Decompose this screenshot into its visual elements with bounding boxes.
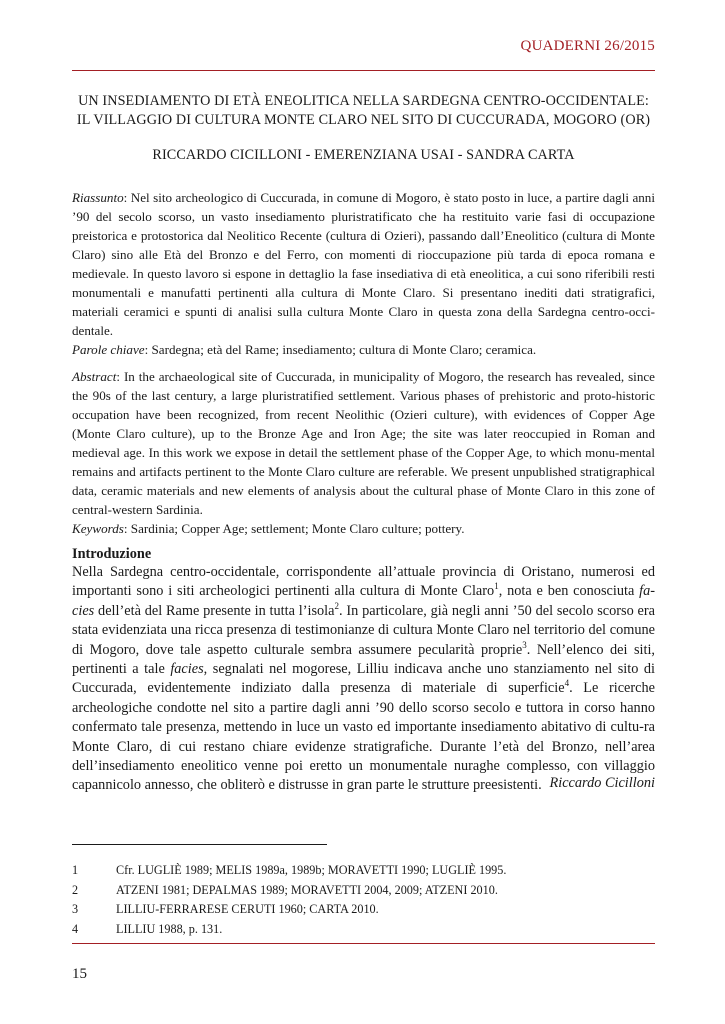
article-title xyxy=(72,92,655,130)
footnote-item xyxy=(72,920,655,940)
intro-text-5: . Nell’elenco dei siti, pertinenti a tale xyxy=(72,641,655,678)
footnote-item xyxy=(72,900,655,920)
footnote-number: 4 xyxy=(72,921,79,936)
riassunto-block xyxy=(72,188,655,359)
footnote-ref-1[interactable]: 1 xyxy=(494,581,499,592)
header-divider xyxy=(72,70,655,71)
footnote-ref-3[interactable]: 3 xyxy=(522,639,527,650)
intro-text-7: . Le ricerche archeologiche condotte nel sito a partire dagli anni ’90 dello scorso secolo e tuttora in corso hanno confermato tale presenza, mettendo in luce un vasto ed importante insediamento abitativo di cultu-ra Monte Claro, di cui restano chiare evidenze stratigrafiche. Durante l’età del Bronzo, nell’area dell’insediamento eneolitico venne poi eretto un monumentale nuraghe complesso, con villaggio capannicolo annesso, che obliterò e distrusse in gran parte le strutture preesistenti. xyxy=(72,680,655,794)
abstract-paragraph xyxy=(72,367,655,519)
footnotes xyxy=(72,861,655,939)
riassunto-paragraph xyxy=(72,188,655,340)
abstract-block xyxy=(72,367,655,538)
journal-header: QUADERNI 26/2015 xyxy=(520,38,655,54)
parole-chiave-paragraph xyxy=(72,340,655,359)
footnote-ref-4[interactable]: 4 xyxy=(564,678,570,689)
footnote-number: 1 xyxy=(72,863,79,878)
title-line-2: IL VILLAGGIO DI CULTURA MONTE CLARO NEL SITO DI CUCCURADA, MOGORO (OR) xyxy=(76,112,651,128)
footnote-item xyxy=(72,861,655,881)
section-signature: Riccardo Cicilloni xyxy=(549,775,655,791)
keywords-label: Keywords xyxy=(72,521,124,536)
intro-text-6: , segnalati nel mogorese, Lilliu indicava anche uno stanziamento nel sito di Cuccurada, evidentemente indiziato dalla presenza di materiale di superficie xyxy=(72,661,655,697)
keywords-text: : Sardinia; Copper Age; settlement; Monte Claro culture; pottery. xyxy=(123,521,465,536)
keywords-paragraph xyxy=(72,519,655,538)
footnote-number: 2 xyxy=(72,882,79,897)
intro-italic-facies-2: facies xyxy=(170,661,204,678)
footnote-text: LILLIU 1988, p. 131. xyxy=(116,921,223,936)
footnote-text: LILLIU-FERRARESE CERUTI 1960; CARTA 2010. xyxy=(116,902,379,917)
riassunto-label: Riassunto xyxy=(72,190,124,205)
footnote-divider xyxy=(72,844,327,845)
article-authors: RICCARDO CICILLONI - EMERENZIANA USAI - SANDRA CARTA xyxy=(152,147,575,163)
intro-body xyxy=(72,563,655,796)
intro-italic-facies-1: fa-cies xyxy=(72,583,656,619)
parole-chiave-label: Parole chiave xyxy=(72,342,145,357)
intro-text-2: , nota e ben conosciuta xyxy=(498,583,640,600)
parole-chiave-text: : Sardegna; età del Rame; insediamento; cultura di Monte Claro; ceramica. xyxy=(144,342,537,357)
riassunto-text: : Nel sito archeologico di Cuccurada, in comune di Mogoro, è stato posto in luce, a partire dagli anni ’90 del secolo scorso, un vasto insediamento pluristratificato che ha restituito varie fasi di occupazione preistorica e protostorica dal Neolitico Recente (cultura di Ozieri), passando dall’Eneolitico (cultura di Monte Claro) sino alle Età del Bronzo e del Ferro, con momenti di rioccupazione più tarda di epoca romana e medievale. In questo lavoro si espone in dettaglio la fase insediativa di età eneolitica, a cui sono riferibili resti monumentali e manufatti pertinenti alla cultura di Monte Claro. Si presentano inediti dati stratigrafici, materiali ceramici e spunti di analisi sulla cultura Monte Claro in questa zona della Sardegna centro-occi-dentale. xyxy=(72,190,655,338)
section-heading: Introduzione xyxy=(72,546,152,562)
footer-divider xyxy=(72,943,655,944)
intro-text-1: Nella Sardegna centro-occidentale, corrispondente all’attuale provincia di Oristano, numerosi ed importanti sono i siti archeologici pertinenti alla cultura di Monte Claro xyxy=(72,564,655,600)
intro-paragraph xyxy=(72,563,655,796)
intro-text-4: . In particolare, già negli anni ’50 del secolo scorso era stata evidenziata una ricca presenza di testimonianze di cultura Monte Claro nel territorio del comune di Mogoro, dove tale aspetto culturale sembra assumere pecularità proprie xyxy=(72,602,655,658)
abstract-text: : In the archaeological site of Cuccurada, in municipality of Mogoro, the research has revealed, since the 90s of the last century, a large pluristratified settlement. Various phases of prehistoric and proto-historic occupation have been recognized, from recent Neolithic (Ozieri culture), with evidences of Copper Age (Monte Claro culture), up to the Bronze Age and Iron Age; the site was later reoccupied in Roman and medieval age. In this work we expose in detail the settlement phase of the Copper Age, to which monu-mental remains and artifacts pertinent to the Monte Claro culture are referable. We present unpublished stratigraphical data, ceramic materials and new elements of analysis about the cultural phase of Monte Claro in this zone of central-western Sardinia. xyxy=(72,369,655,517)
intro-text-3: dell’età del Rame presente in tutta l’isola xyxy=(94,602,335,619)
footnote-ref-2[interactable]: 2 xyxy=(334,601,339,612)
footnote-text: ATZENI 1981; DEPALMAS 1989; MORAVETTI 2004, 2009; ATZENI 2010. xyxy=(116,882,498,897)
footnote-item xyxy=(72,881,655,901)
title-line-1: UN INSEDIAMENTO DI ETÀ ENEOLITICA NELLA SARDEGNA CENTRO-OCCIDENTALE: xyxy=(78,93,649,109)
abstract-label: Abstract xyxy=(72,369,117,384)
footnote-text: Cfr. LUGLIÈ 1989; MELIS 1989a, 1989b; MORAVETTI 1990; LUGLIÈ 1995. xyxy=(116,863,507,878)
footnote-number: 3 xyxy=(72,902,79,917)
page-number: 15 xyxy=(72,966,87,982)
